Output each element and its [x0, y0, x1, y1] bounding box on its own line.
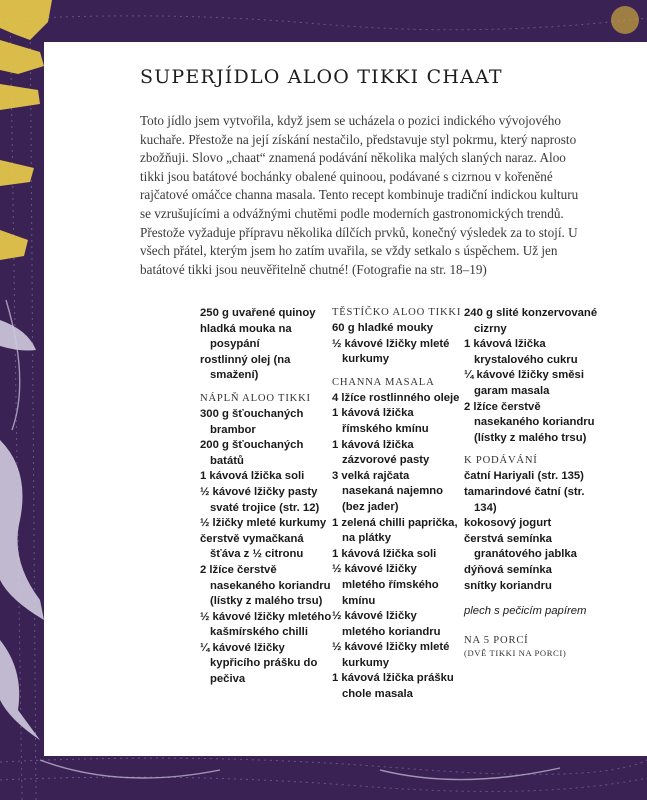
recipe-intro: Toto jídlo jsem vytvořila, když jsem se ucházela o pozici indického vývojového kuchaře. Přestože na její získání nestačilo, představuje styl pokrmu, který naprosto zbožňuji. Slovo „chaat“ znamená podávání několika malých slaných naraz. Aloo tikki jsou batátové bochánky obalené quinoou, podávané s cizrnou v kořeněné rajčatové omáčce channa masala. Tento recept kombinuje tradiční indickou kulturu se vzrušujícími a odvážnými chutěmi podle moderních gastronomických trendů. Přestože vyžaduje přípravu několika dílčích prvků, konečný výsledek za to stojí. U všech přátel, kterým jsem ho zatím uvařila, se vždy setkalo s úspěchem. Už jen batátové tikki jsou neuvěřitelně chutné! (Fotografie na str. 18–19)	[140, 113, 579, 277]
ingredient-item: ½ kávové lžičky mletého koriandru	[332, 610, 441, 638]
ingredient-item: 1 kávová lžička římského kmínu	[332, 407, 429, 435]
ingredient-item: ½ kávové lžičky pasty svaté trojice (str. 12)	[200, 485, 320, 514]
serving-item: tamarindové čatní (str. 134)	[464, 485, 585, 514]
ingredients-column-2	[332, 306, 462, 703]
section-heading-serving: K PODÁVÁNÍ	[464, 455, 538, 467]
col1-top-list	[200, 306, 332, 384]
ingredient-item: 2 lžíce čerstvě nasekaného koriandru (lístky z malého trsu)	[200, 563, 331, 608]
section-heading-filling: NÁPLŇ ALOO TIKKI	[200, 392, 311, 404]
ingredient-item: 1 kávová lžička krystalového cukru	[464, 338, 578, 366]
ingredient-item: rostlinný olej (na smažení)	[200, 353, 291, 382]
serving-item: kokosový jogurt	[464, 517, 552, 530]
section-heading-dough: TĚSTÍČKO ALOO TIKKI	[332, 307, 462, 318]
ingredient-item: 300 g šťouchaných brambor	[200, 407, 304, 436]
section-heading-channa-masala: CHANNA MASALA	[332, 376, 435, 388]
ingredient-item: ½ lžičky mleté kurkumy	[200, 517, 327, 530]
serving-item: dýňová semínka	[464, 563, 552, 576]
serving-item: čatní Hariyali (str. 135)	[464, 470, 584, 483]
serving-item: snítky koriandru	[464, 579, 552, 592]
ingredient-item: 1 kávová lžička soli	[200, 470, 305, 483]
ingredients-column-3	[464, 306, 606, 660]
ingredient-item: ½ kávové lžičky mletého kašmírského chilli	[200, 610, 332, 639]
equipment-note: plech s pečicím papírem	[464, 605, 587, 618]
ingredient-item: 2 lžíce čerstvě nasekaného koriandru (lístky z malého trsu)	[464, 400, 595, 444]
ingredient-item: ¼ kávové lžičky kypřicího prášku do pečiva	[200, 641, 318, 686]
ingredients-column-1	[200, 306, 332, 688]
servings-label: NA 5 PORCÍ	[464, 634, 529, 646]
serving-item: čerstvá semínka granátového jablka	[464, 532, 577, 561]
ingredient-item: ¼ kávové lžičky směsi garam masala	[464, 369, 584, 397]
ingredient-item: ½ kávové lžičky mleté kurkumy	[332, 641, 450, 669]
ingredient-item: 4 lžíce rostlinného oleje	[332, 391, 460, 404]
ingredient-item: 1 kávová lžička zázvorové pasty	[332, 438, 430, 467]
ingredient-item: ½ kávové lžičky mletého římského kmínu	[332, 563, 439, 607]
recipe-title: SUPERJÍDLO ALOO TIKKI CHAAT	[140, 66, 503, 88]
ingredient-item: hladká mouka na posypání	[200, 322, 292, 351]
servings-note: (DVĚ TIKKI NA PORCI)	[464, 647, 567, 658]
ingredient-item: 200 g šťouchaných batátů	[200, 439, 304, 467]
ingredient-item: čerstvě vymačkaná šťáva z ½ citronu	[200, 532, 304, 561]
ingredient-item: 240 g slité konzervované cizrny	[464, 307, 598, 335]
ingredient-item: ½ kávové lžičky mleté kurkumy	[332, 337, 450, 366]
ingredient-item: 1 zelená chilli paprička, na plátky	[332, 516, 458, 545]
ingredient-item: 60 g hladké mouky	[332, 322, 434, 334]
ingredient-item: 3 velká rajčata nasekaná najemno (bez jader)	[332, 469, 444, 513]
ingredient-item: 250 g uvařené quinoy	[200, 307, 316, 319]
ingredient-item: 1 kávová lžička soli	[332, 547, 437, 560]
ingredient-item: 1 kávová lžička prášku chole masala	[332, 672, 454, 701]
recipe-card	[44, 42, 647, 756]
